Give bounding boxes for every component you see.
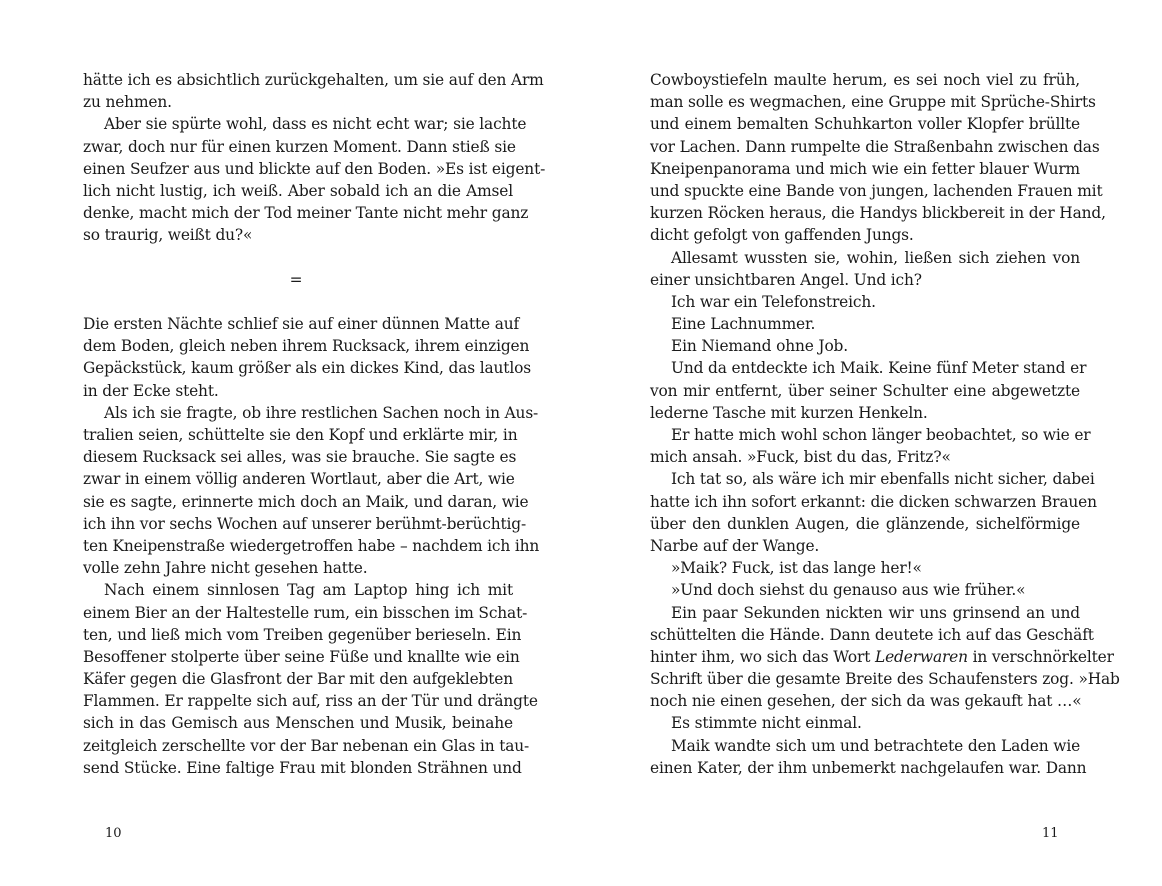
text-line: Schrift über die gesamte Breite des Schaufensters zog. »Hab: [650, 670, 1120, 689]
text-line: zu nehmen.: [83, 93, 172, 112]
text-line: Aber sie spürte wohl, dass es nicht echt war; sie lachte: [104, 115, 527, 134]
blank-line: [83, 291, 513, 313]
text-line: schüttelten die Hände. Dann deutete ich auf das Geschäft: [650, 625, 1094, 644]
text-segment: hinter ihm, wo sich das Wort: [650, 647, 876, 666]
text-line: Nach einem sinnlosen Tag am Laptop hing ich mit: [104, 581, 513, 600]
text-line: von mir entfernt, über seiner Schulter eine abgewetzte: [650, 381, 1080, 400]
text-line: und spuckte eine Bande von jungen, lachenden Frauen mit: [650, 181, 1103, 200]
text-line: Ein Niemand ohne Job.: [671, 337, 849, 356]
text-segment: in verschnörkelter: [967, 647, 1114, 666]
text-line: sie es sagte, erinnerte mich doch an Maik, und daran, wie: [83, 492, 529, 511]
text-line: ten, und ließ mich vom Treiben gegenüber berieseln. Ein: [83, 625, 522, 644]
text-line: Und da entdeckte ich Maik. Keine fünf Meter stand er: [671, 359, 1087, 378]
text-line: einen Seufzer aus und blickte auf den Boden. »Es ist eigent-: [83, 159, 546, 178]
text-line: [650, 646, 1114, 668]
text-line: Ich tat so, als wäre ich mir ebenfalls nicht sicher, dabei: [671, 470, 1095, 489]
text-line: mich ansah. »Fuck, bist du das, Fritz?«: [650, 448, 951, 467]
text-line: zeitgleich zerschellte vor der Bar nebenan ein Glas in tau-: [83, 736, 530, 755]
text-line: Cowboystiefeln maulte herum, es sei noch viel zu früh,: [650, 71, 1080, 89]
text-line: ten Kneipenstraße wiedergetroffen habe – nachdem ich ihn: [83, 536, 540, 555]
text-line: Narbe auf der Wange.: [650, 536, 820, 555]
text-line: Allesamt wussten sie, wohin, ließen sich ziehen von: [671, 248, 1080, 267]
page-number-left: 10: [105, 826, 122, 841]
text-line: ich ihn vor sechs Wochen auf unserer berühmt-berüchtig-: [83, 514, 527, 533]
text-line: Besoffener stolperte über seine Füße und knallte wie ein: [83, 647, 520, 666]
text-line: sich in das Gemisch aus Menschen und Musik, beinahe: [83, 714, 513, 733]
text-line: Als ich sie fragte, ob ihre restlichen Sachen noch in Aus-: [104, 403, 539, 422]
text-line: Kneipenpanorama und mich wie ein fetter blauer Wurm: [650, 159, 1080, 178]
page-number-right: 11: [1042, 826, 1059, 841]
text-line: zwar, doch nur für einen kurzen Moment. Dann stieß sie: [83, 137, 516, 156]
text-line: »Maik? Fuck, ist das lange her!«: [671, 559, 922, 578]
text-line: kurzen Röcken heraus, die Handys blickbereit in der Hand,: [650, 204, 1106, 223]
text-line: einen Kater, der ihm unbemerkt nachgelaufen war. Dann: [650, 758, 1087, 777]
text-line: volle zehn Jahre nicht gesehen hatte.: [83, 559, 368, 578]
text-line: über den dunklen Augen, die glänzende, sichelförmige: [650, 514, 1080, 533]
blank-line: [83, 247, 513, 269]
text-line: vor Lachen. Dann rumpelte die Straßenbahn zwischen das: [650, 137, 1100, 156]
section-separator: =: [289, 270, 303, 289]
text-line: Ein paar Sekunden nickten wir uns grinsend an und: [671, 603, 1080, 622]
right-page: [650, 69, 1120, 779]
text-line: Ich war ein Telefonstreich.: [671, 292, 876, 311]
emphasis-word: Lederwaren: [875, 647, 968, 666]
text-line: Er hatte mich wohl schon länger beobachtet, so wie er: [671, 426, 1091, 444]
text-line: dem Boden, gleich neben ihrem Rucksack, ihrem einzigen: [83, 337, 530, 356]
text-line: »Und doch siehst du genauso aus wie früher.«: [671, 581, 1026, 600]
text-line: Die ersten Nächte schlief sie auf einer dünnen Matte auf: [83, 315, 520, 334]
text-line: send Stücke. Eine faltige Frau mit blonden Strähnen und: [83, 758, 522, 777]
text-line: einem Bier an der Haltestelle rum, ein bisschen im Schat-: [83, 603, 528, 622]
left-page: [83, 69, 546, 779]
text-line: so traurig, weißt du?«: [83, 226, 253, 245]
text-line: diesem Rucksack sei alles, was sie brauche. Sie sagte es: [83, 448, 517, 467]
text-line: in der Ecke steht.: [83, 381, 219, 400]
text-line: man solle es wegmachen, eine Gruppe mit Sprüche-Shirts: [650, 93, 1096, 112]
text-line: Es stimmte nicht einmal.: [671, 714, 862, 733]
text-line: tralien seien, schüttelte sie den Kopf und erklärte mir, in: [83, 426, 518, 444]
text-line: Gepäckstück, kaum größer als ein dickes Kind, das lautlos: [83, 359, 531, 378]
text-line: Maik wandte sich um und betrachtete den Laden wie: [671, 736, 1081, 755]
text-line: Flammen. Er rappelte sich auf, riss an der Tür und drängte: [83, 692, 538, 711]
text-line: und einem bemalten Schuhkarton voller Klopfer brüllte: [650, 115, 1080, 134]
text-line: lich nicht lustig, ich weiß. Aber sobald ich an die Amsel: [83, 181, 513, 200]
text-line: hätte ich es absichtlich zurückgehalten, um sie auf den Arm: [83, 71, 544, 89]
text-line: Eine Lachnummer.: [671, 315, 816, 334]
text-line: lederne Tasche mit kurzen Henkeln.: [650, 403, 928, 422]
text-line: hatte ich ihn sofort erkannt: die dicken schwarzen Brauen: [650, 492, 1097, 511]
text-line: zwar in einem völlig anderen Wortlaut, aber die Art, wie: [83, 470, 515, 489]
text-line: dicht gefolgt von gaffenden Jungs.: [650, 226, 914, 245]
text-line: noch nie einen gesehen, der sich da was gekauft hat …«: [650, 692, 1082, 711]
text-line: einer unsichtbaren Angel. Und ich?: [650, 270, 922, 289]
text-line: denke, macht mich der Tod meiner Tante nicht mehr ganz: [83, 204, 529, 223]
text-line: Käfer gegen die Glasfront der Bar mit den aufgeklebten: [83, 670, 513, 689]
